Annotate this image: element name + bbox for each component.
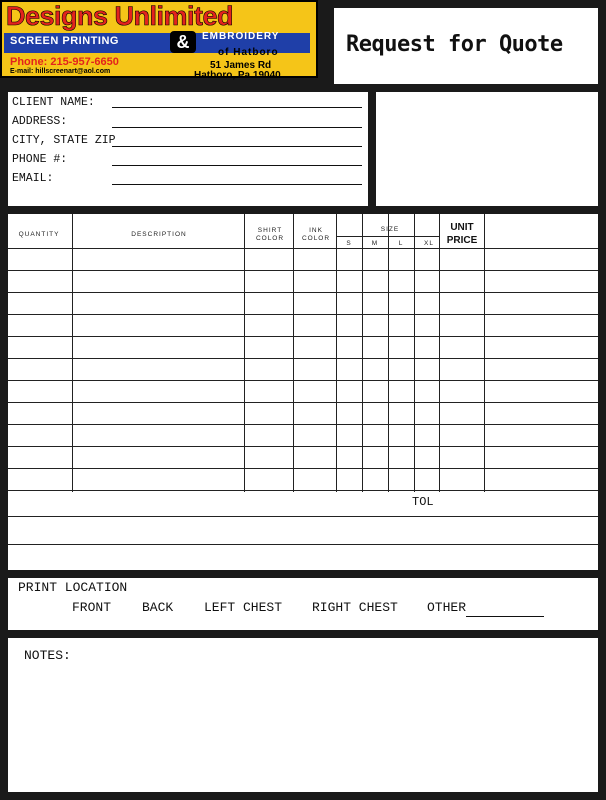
logo-email: E-mail: hillscreenart@aol.com bbox=[10, 68, 111, 75]
address-label: ADDRESS: bbox=[12, 115, 68, 128]
unit-price-header-line2: PRICE bbox=[446, 235, 478, 246]
column-divider bbox=[388, 214, 389, 492]
notes-label: NOTES: bbox=[24, 648, 71, 663]
logo-of-hatboro: of Hatboro bbox=[218, 47, 279, 58]
client-name-field[interactable] bbox=[112, 107, 362, 108]
logo-embroidery: EMBROIDERY bbox=[202, 31, 280, 42]
size-header: SIZE bbox=[380, 226, 400, 233]
total-row-divider bbox=[8, 516, 598, 517]
table-row[interactable] bbox=[8, 336, 598, 337]
size-l-header: L bbox=[398, 240, 404, 247]
print-location-title: PRINT LOCATION bbox=[18, 580, 128, 595]
column-divider bbox=[362, 214, 363, 492]
total-row-divider bbox=[8, 544, 598, 545]
table-row[interactable] bbox=[8, 380, 598, 381]
table-row[interactable] bbox=[8, 314, 598, 315]
title-panel bbox=[334, 8, 598, 84]
column-divider bbox=[439, 214, 440, 492]
logo-address-street: 51 James Rd bbox=[210, 60, 272, 71]
table-row[interactable] bbox=[8, 446, 598, 447]
table-row[interactable] bbox=[8, 358, 598, 359]
ink-color-header-line1: INK bbox=[309, 227, 323, 234]
column-divider bbox=[336, 214, 337, 492]
city-state-zip-label: CITY, STATE ZIP bbox=[12, 134, 116, 147]
print-option-front[interactable]: FRONT bbox=[72, 600, 112, 615]
table-row[interactable] bbox=[8, 270, 598, 271]
logo-address-city: Hatboro, Pa 19040 bbox=[194, 70, 281, 81]
quantity-header: QUANTITY bbox=[18, 231, 60, 238]
table-row[interactable] bbox=[8, 402, 598, 403]
logo-title: Designs Unlimited bbox=[6, 1, 234, 31]
table-row[interactable] bbox=[8, 292, 598, 293]
print-option-back[interactable]: BACK bbox=[142, 600, 174, 615]
other-location-field[interactable] bbox=[466, 616, 544, 617]
table-row[interactable] bbox=[8, 248, 598, 249]
email-label: EMAIL: bbox=[12, 172, 54, 185]
size-m-header: M bbox=[371, 240, 379, 247]
column-divider bbox=[484, 214, 485, 492]
table-row[interactable] bbox=[8, 424, 598, 425]
company-logo bbox=[0, 0, 318, 81]
ink-color-header-line2: COLOR bbox=[301, 235, 331, 242]
shirt-color-header-line1: SHIRT bbox=[257, 227, 283, 234]
notes-panel[interactable] bbox=[8, 638, 598, 792]
print-option-left-chest[interactable]: LEFT CHEST bbox=[204, 600, 283, 615]
size-s-header: S bbox=[346, 240, 352, 247]
client-name-label: CLIENT NAME: bbox=[12, 96, 95, 109]
size-subheader-divider bbox=[336, 236, 439, 237]
description-header: DESCRIPTION bbox=[131, 231, 187, 238]
phone-field[interactable] bbox=[112, 165, 362, 166]
order-table bbox=[8, 214, 598, 570]
table-row[interactable] bbox=[8, 490, 598, 491]
print-option-other[interactable]: OTHER bbox=[427, 600, 467, 615]
column-divider bbox=[244, 214, 245, 492]
address-field[interactable] bbox=[112, 127, 362, 128]
phone-label: PHONE #: bbox=[12, 153, 68, 166]
print-location-panel bbox=[8, 578, 598, 630]
page-title: Request for Quote bbox=[346, 32, 563, 57]
size-xl-header: XL bbox=[424, 240, 434, 247]
print-option-right-chest[interactable]: RIGHT CHEST bbox=[312, 600, 398, 615]
column-divider bbox=[293, 214, 294, 492]
email-field[interactable] bbox=[112, 184, 362, 185]
total-label: TOL bbox=[412, 495, 434, 509]
table-row[interactable] bbox=[8, 468, 598, 469]
unit-price-header-line1: UNIT bbox=[450, 222, 474, 233]
logo-phone: Phone: 215-957-6650 bbox=[10, 56, 119, 68]
column-divider bbox=[414, 214, 415, 492]
logo-ampersand: & bbox=[170, 31, 196, 53]
city-state-zip-field[interactable] bbox=[112, 146, 362, 147]
column-divider bbox=[72, 214, 73, 492]
shirt-color-header-line2: COLOR bbox=[255, 235, 285, 242]
logo-screen-printing: SCREEN PRINTING bbox=[10, 35, 119, 47]
blank-panel bbox=[376, 92, 598, 206]
client-info-panel bbox=[8, 92, 368, 206]
